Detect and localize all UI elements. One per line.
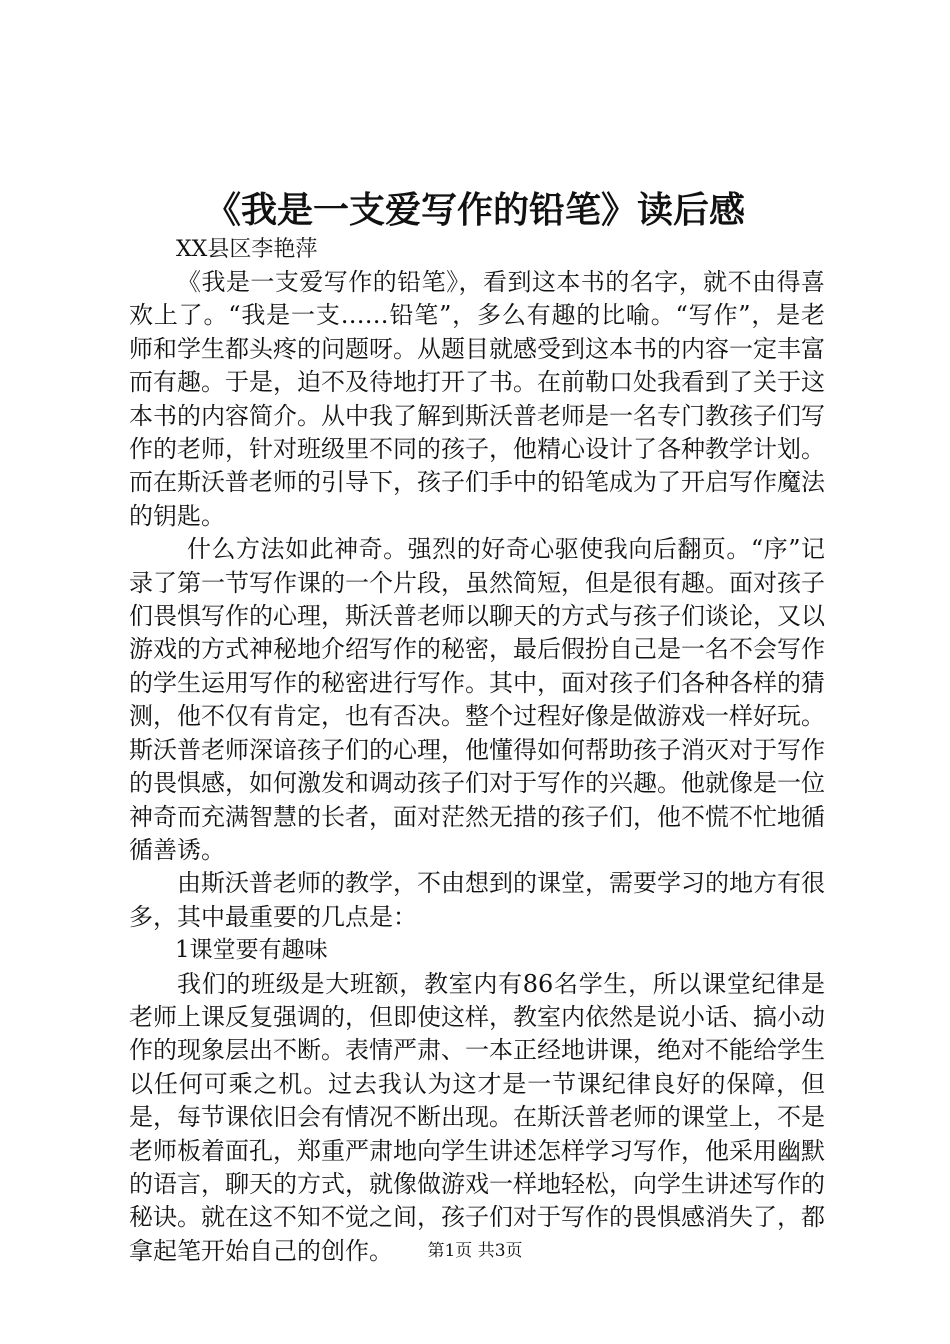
paragraph-curiosity: 什么方法如此神奇。强烈的好奇心驱使我向后翻页。“序”记录了第一节写作课的一个片段，虽然简短，但是很有趣。面对孩子们畏惧写作的心理，斯沃普老师以聊天的方式与孩子们谈论，又以游戏的方式神秘地介绍写作的秘密，最后假扮自己是一名不会写作的学生运用写作的秘密进行写作。其中，面对孩子们各种各样的猜测，他不仅有肯定，也有否决。整个过程好像是做游戏一样好玩。斯沃普老师深谙孩子们的心理，他懂得如何帮助孩子消灭对于写作的畏惧感，如何激发和调动孩子们对于写作的兴趣。他就像是一位神奇而充满智慧的长者，面对茫然无措的孩子们，他不慌不忙地循循善诱。 [129,535,825,864]
author-line: XX县区李艳萍 [176,237,318,262]
paragraph-intro: 《我是一支爱写作的铅笔》，看到这本书的名字，就不由得喜欢上了。“我是一支……铅笔”，多么有趣的比喻。“写作”，是老师和学生都头疼的问题呀。从题目就感受到这本书的内容一定丰富而有趣。于是，迫不及待地打开了书。在前勒口处我看到了关于这本书的内容简介。从中我了解到斯沃普老师是一名专门教孩子们写作的老师，针对班级里不同的孩子，他精心设计了各种教学计划。而在斯沃普老师的引导下，孩子们手中的铅笔成为了开启写作魔法的钥匙。 [129,268,825,530]
document-title: 《我是一支爱写作的铅笔》读后感 [204,189,745,231]
document-body [129,266,825,1268]
section-heading: 1课堂要有趣味 [175,937,328,964]
paragraph-classroom: 我们的班级是大班额，教室内有86名学生，所以课堂纪律是老师上课反复强调的，但即使这样，教室内依然是说小话、搞小动作的现象层出不断。表情严肃、一本正经地讲课，绝对不能给学生以任何可乘之机。过去我认为这才是一节课纪律良好的保障，但是，每节课依旧会有情况不断出现。在斯沃普老师的课堂上，不是老师板着面孔，郑重严肃地向学生讲述怎样学习写作，他采用幽默的语言，聊天的方式，就像做游戏一样地轻松，向学生讲述写作的秘诀。就在这不知不觉之间，孩子们对于写作的畏惧感消失了，都拿起笔开始自己的创作。 [129,969,825,1265]
page-number-footer: 第1页 共3页 [427,1241,523,1261]
paragraph-lessons: 由斯沃普老师的教学，不由想到的课堂，需要学习的地方有很多，其中最重要的几点是： [129,869,825,931]
